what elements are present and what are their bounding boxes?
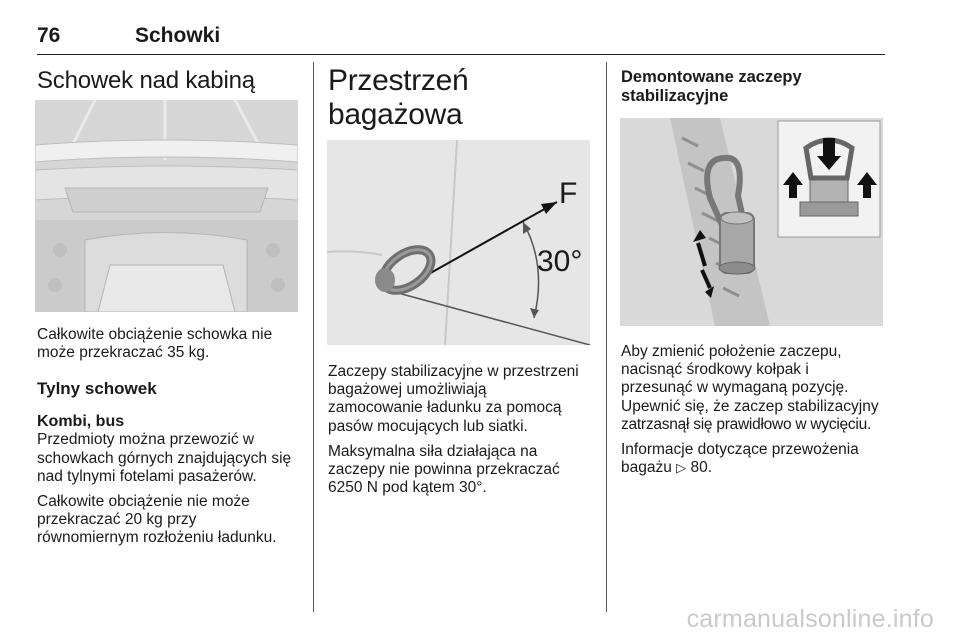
page-reference-arrow-icon: ▷ <box>676 461 687 477</box>
paragraph-line: Upewnić się, że zaczep stabilizacyjny <box>621 397 879 415</box>
paragraph-line: Zaczepy stabilizacyjne w przestrzeni <box>328 363 579 380</box>
paragraph-line: Aby zmienić położenie zaczepu, <box>621 343 842 360</box>
column-divider <box>606 62 607 612</box>
lashing-eye-figure <box>327 140 590 345</box>
angle-label: 30° <box>537 245 583 278</box>
page-header <box>37 24 885 55</box>
paragraph-line: nad tylnymi fotelami pasażerów. <box>37 467 257 485</box>
paragraph-text: bagażu <box>621 459 672 477</box>
paragraph-line: Maksymalna siła działająca na <box>328 442 538 460</box>
paragraph-line: równomiernym rozłożeniu ładunku. <box>37 529 277 547</box>
paragraph-line: Przedmioty można przewozić w <box>37 431 255 449</box>
subheading-kombi-bus: Kombi, bus <box>37 413 125 431</box>
heading-overhead-storage: Schowek nad kabiną <box>37 67 255 94</box>
paragraph-line: schowkach górnych znajdujących się <box>37 449 292 467</box>
section-title: Schowki <box>135 24 221 47</box>
paragraph-line: przekraczać 20 kg przy <box>37 511 197 529</box>
heading-removable-lashing-eyes: Demontowane zaczepy <box>621 68 802 86</box>
watermark: carmanualsonline.info <box>686 605 934 633</box>
column-1 <box>37 66 302 96</box>
page-number: 76 <box>37 24 61 47</box>
paragraph-line <box>621 459 901 478</box>
paragraph-line: przesunąć w wymaganą pozycję. <box>621 379 849 397</box>
paragraph-line: bagażowej umożliwiają <box>328 381 487 399</box>
page-reference-link[interactable]: 80. <box>690 459 713 477</box>
paragraph-line: nacisnąć środkowy kołpak i <box>621 361 809 379</box>
paragraph-line: Informacje dotyczące przewożenia <box>621 441 859 459</box>
overhead-storage-figure <box>35 100 298 312</box>
heading-removable-lashing-eyes-cont: stabilizacyjne <box>621 87 729 105</box>
paragraph-line: zaczepy nie powinna przekraczać <box>328 461 560 479</box>
column-1-body <box>37 326 307 548</box>
paragraph-line: może przekraczać 35 kg. <box>37 344 210 362</box>
heading-rear-storage: Tylny schowek <box>37 379 157 399</box>
paragraph-line: Całkowite obciążenie schowka nie <box>37 326 273 343</box>
column-3-body <box>621 343 901 478</box>
paragraph-line: zamocowanie ładunku za pomocą <box>328 399 562 417</box>
column-divider <box>313 62 314 612</box>
heading-load-compartment: Przestrzeń bagażowa <box>328 64 469 131</box>
paragraph-line: zatrzasnął się prawidłowo w wycięciu. <box>621 415 872 433</box>
column-2-body <box>328 363 598 497</box>
paragraph-line: Całkowite obciążenie nie może <box>37 493 250 511</box>
column-3 <box>621 68 886 106</box>
paragraph-line: 6250 N pod kątem 30°. <box>328 479 487 497</box>
force-label: F <box>559 177 578 210</box>
paragraph-line: pasów mocujących lub siatki. <box>328 417 528 435</box>
removable-lashing-eye-figure <box>620 118 883 326</box>
